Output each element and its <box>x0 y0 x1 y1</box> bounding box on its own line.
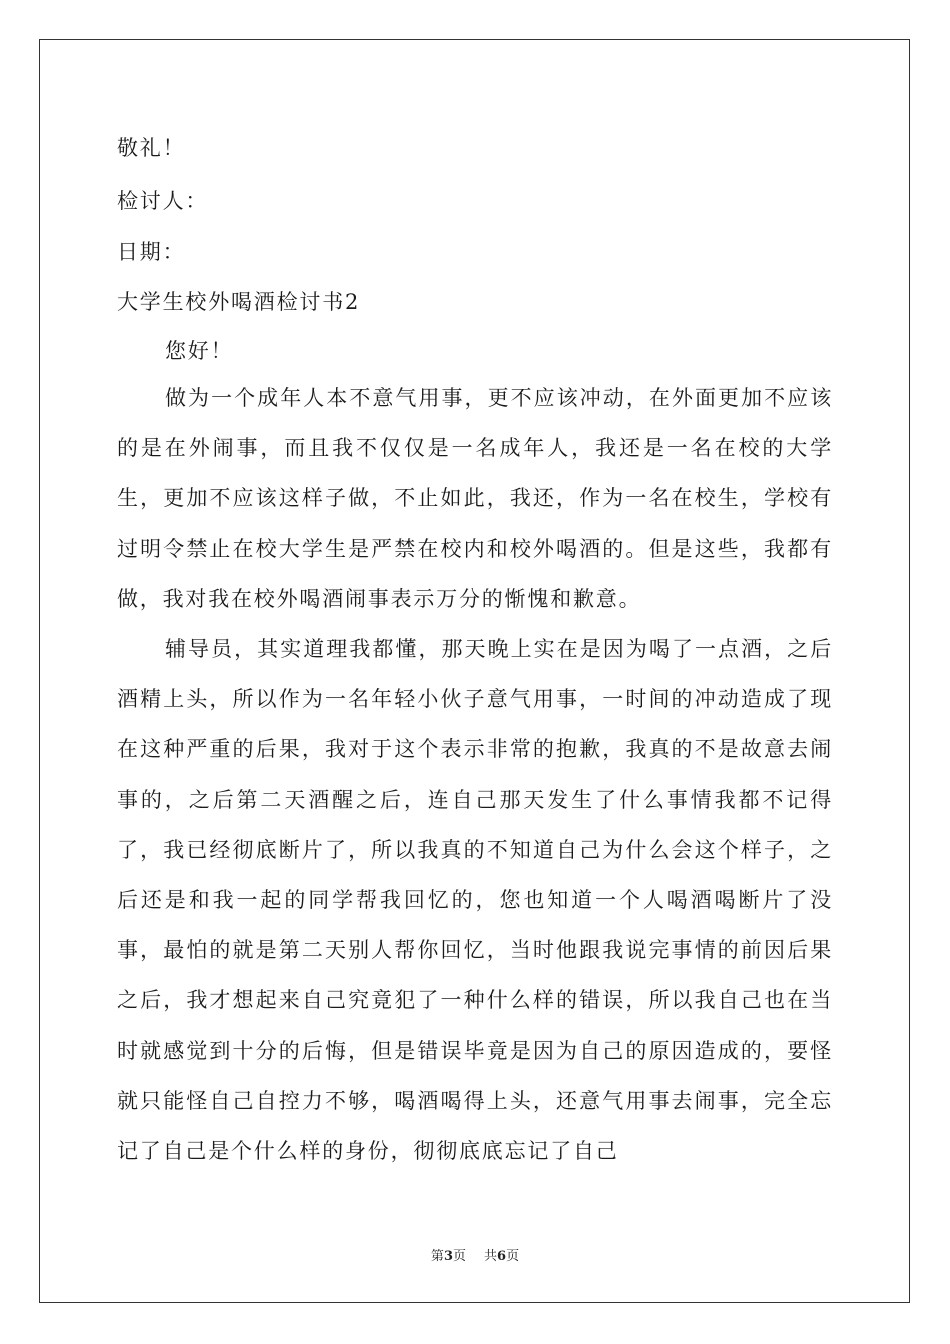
page-suffix: 页 <box>452 1249 466 1264</box>
paragraph-2: 辅导员，其实道理我都懂，那天晚上实在是因为喝了一点酒，之后酒精上头，所以作为一名年轻小伙子意气用事，一时间的冲动造成了现在这种严重的后果，我对于这个表示非常的抱歉，我真的不是故意去闹事的，之后第二天酒醒之后，连自己那天发生了什么事情我都不记得了，我已经彻底断片了，所以我真的不知道自己为什么会这个样子，之后还是和我一起的同学帮我回忆的，您也知道一个人喝酒喝断片了没事，最怕的就是第二天别人帮你回忆，当时他跟我说完事情的前因后果之后，我才想起来自己究竟犯了一种什么样的错误，所以我自己也在当时就感觉到十分的后悔，但是错误毕竟是因为自己的原因造成的，要怪就只能怪自己自控力不够，喝酒喝得上头，还意气用事去闹事，完全忘记了自己是个什么样的身份，彻彻底底忘记了自己 <box>117 637 833 1164</box>
total-page-count: 6 <box>497 1249 507 1264</box>
date-label: 日期： <box>117 240 186 264</box>
page-prefix: 第 <box>430 1249 444 1264</box>
page-footer <box>0 1248 950 1266</box>
current-page-number: 3 <box>443 1249 453 1264</box>
paragraph-1: 做为一个成年人本不意气用事，更不应该冲动，在外面更加不应该的是在外闹事，而且我不仅仅是一名成年人，我还是一名在校的大学生，更加不应该这样子做，不止如此，我还，作为一名在校生，学校有过明令禁止在校大学生是严禁在校内和校外喝酒的。但是这些，我都有做，我对我在校外喝酒闹事表示万分的惭愧和歉意。 <box>117 386 833 611</box>
total-suffix: 页 <box>506 1249 520 1264</box>
total-prefix: 共 <box>484 1249 498 1264</box>
closing-salute: 敬礼！ <box>117 136 186 160</box>
section-title: 大学生校外喝酒检讨书2 <box>117 290 361 314</box>
reviewer-label: 检讨人： <box>117 189 209 213</box>
greeting: 您好！ <box>165 339 234 363</box>
